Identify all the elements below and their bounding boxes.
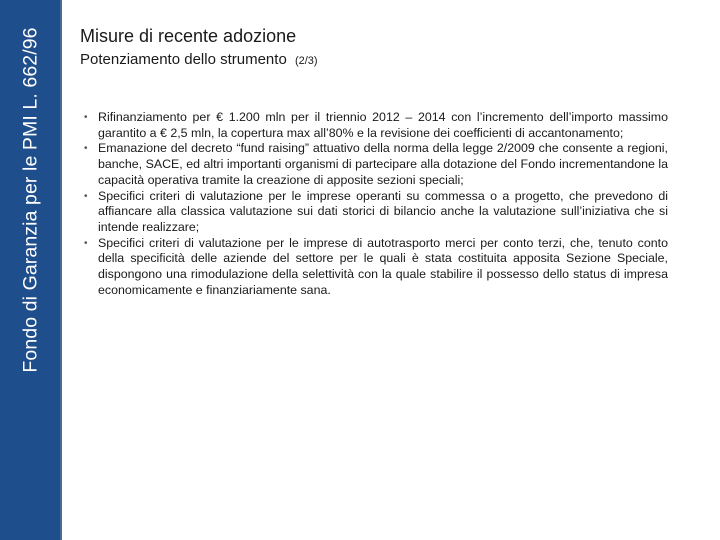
bullet-dot-icon: • (84, 237, 88, 249)
slide-title: Misure di recente adozione (80, 26, 297, 46)
bullet-dot-icon: • (84, 112, 88, 123)
sidebar-title: Fondo di Garanzia per le PMI L. 662/96 (19, 27, 42, 373)
sidebar-band (0, 0, 62, 540)
bullet-text: Specifici criteri di valutazione per le imprese di autotrasporto merci per conto terzi, che, tenuto conto della specificità delle aziende del settore per le quali è stata costituita apposita Sezione Speciale, dispongono una rimodulazione della selettività con la quale stabilire il possesso dello status di impresa economicamente e finanziariamente sana. (98, 235, 668, 297)
bullet-item (84, 236, 668, 299)
bullet-text: Rifinanziamento per € 1.200 mln per il triennio 2012 – 2014 con l’incremento dell’importo massimo garantito a € 2,5 mln, la copertura max all’80% e la revisione dei coefficienti di accantonamento; (98, 110, 668, 140)
bullet-item (84, 189, 668, 236)
bullet-item (84, 141, 668, 188)
bullet-text: Specifici criteri di valutazione per le imprese operanti su commessa o a progetto, che prevedono di affiancare alla classica valutazione sui dati storici di bilancio anche la valutazione sull’iniziativa che si intende realizzare; (98, 188, 668, 234)
bullet-dot-icon: • (84, 190, 88, 202)
slide-subtitle (80, 51, 318, 68)
bullet-dot-icon: • (84, 143, 88, 155)
subtitle-text: Potenziamento dello strumento (80, 51, 287, 68)
bullet-item (84, 110, 668, 141)
bullet-list (84, 110, 668, 298)
page-indicator: (2/3) (294, 55, 318, 67)
bullet-text: Emanazione del decreto “fund raising” attuativo della norma della legge 2/2009 che consente a regioni, banche, SACE, ed altri importanti organismi di partecipare alla dotazione del Fondo incrementandone la capacità operativa tramite la creazione di apposite sezioni speciali; (98, 141, 668, 187)
